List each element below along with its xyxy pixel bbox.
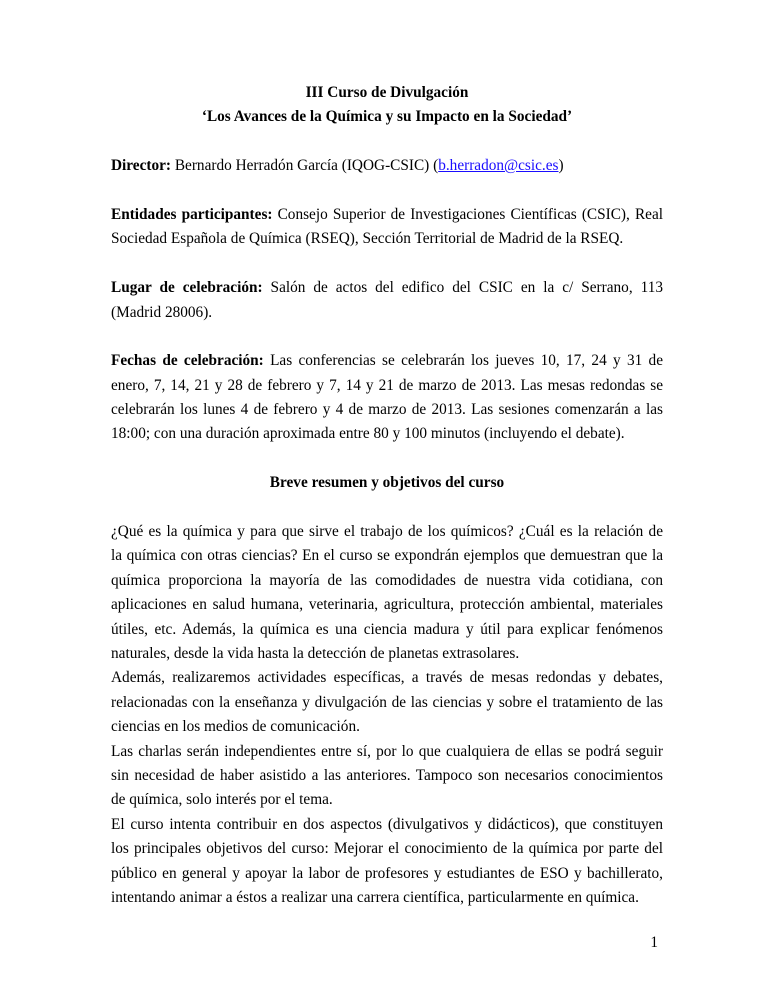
- body-line: relacionadas con la enseñanza y divulgación de las ciencias y sobre el tratamiento de las: [111, 693, 663, 711]
- fechas-line-4: 18:00; con una duración aproximada entre 80 y 100 minutos (incluyendo el debate).: [111, 425, 625, 443]
- body-line: la química con otras ciencias? En el curso se expondrán ejemplos que demuestran que la: [111, 547, 663, 565]
- lugar-line-2: (Madrid 28006).: [111, 303, 213, 321]
- director-email-link[interactable]: b.herradon@csic.es: [438, 157, 559, 175]
- director-line: Director: Bernardo Herradón García (IQOG-CSIC) (b.herradon@csic.es): [111, 157, 564, 175]
- entidades-line-1: Entidades participantes: Consejo Superior de Investigaciones Científicas (CSIC), Real: [111, 205, 663, 223]
- page-number: 1: [650, 934, 658, 951]
- body-line: ciencias en los medios de comunicación.: [111, 718, 360, 736]
- fechas-line-2: enero, 7, 14, 21 y 28 de febrero y 7, 14 y 21 de marzo de 2013. Las mesas redondas se: [111, 376, 663, 394]
- document-subtitle: ‘Los Avances de la Química y su Impacto en la Sociedad’: [201, 108, 573, 126]
- body-line: los principales objetivos del curso: Mejorar el conocimiento de la química por parte del: [111, 840, 663, 858]
- lugar-line-1: Lugar de celebración: Salón de actos del edifico del CSIC en la c/ Serrano, 113: [111, 279, 663, 297]
- fechas-line-1: Fechas de celebración: Las conferencias se celebrarán los jueves 10, 17, 24 y 31 de: [111, 352, 663, 370]
- body-line: química proporciona la mayoría de las comodidades de nuestra vida cotidiana, con: [111, 571, 663, 589]
- body-line: Las charlas serán independientes entre sí, por lo que cualquiera de ellas se podrá seguir: [111, 742, 663, 760]
- body-line: intentando animar a éstos a realizar una carrera científica, particularmente en química.: [111, 888, 639, 906]
- body-line: Además, realizaremos actividades específicas, a través de mesas redondas y debates,: [111, 669, 663, 687]
- body-line: público en general y apoyar la labor de profesores y estudiantes de ESO y bachillerato,: [111, 864, 663, 882]
- body-line: útiles, etc. Además, la química es una ciencia madura y útil para explicar fenómenos: [111, 620, 663, 638]
- body-line: de química, solo interés por el tema.: [111, 791, 333, 809]
- body-line: naturales, desde la vida hasta la detección de planetas extrasolares.: [111, 644, 520, 662]
- document-page: [111, 81, 663, 910]
- fechas-line-3: celebrarán los lunes 4 de febrero y 4 de marzo de 2013. Las sesiones comenzarán a las: [111, 401, 663, 419]
- section-heading: Breve resumen y objetivos del curso: [269, 474, 505, 492]
- document-title: III Curso de Divulgación: [305, 84, 469, 101]
- entidades-line-2: Sociedad Española de Química (RSEQ), Sección Territorial de Madrid de la RSEQ.: [111, 230, 624, 248]
- body-line: El curso intenta contribuir en dos aspectos (divulgativos y didácticos), que constituyen: [111, 815, 663, 833]
- body-line: sin necesidad de haber asistido a las anteriores. Tampoco son necesarios conocimientos: [111, 766, 663, 784]
- body-line: ¿Qué es la química y para que sirve el trabajo de los químicos? ¿Cuál es la relación de: [111, 523, 663, 541]
- body-line: aplicaciones en salud humana, veterinaria, agricultura, protección ambiental, materiales: [111, 596, 663, 614]
